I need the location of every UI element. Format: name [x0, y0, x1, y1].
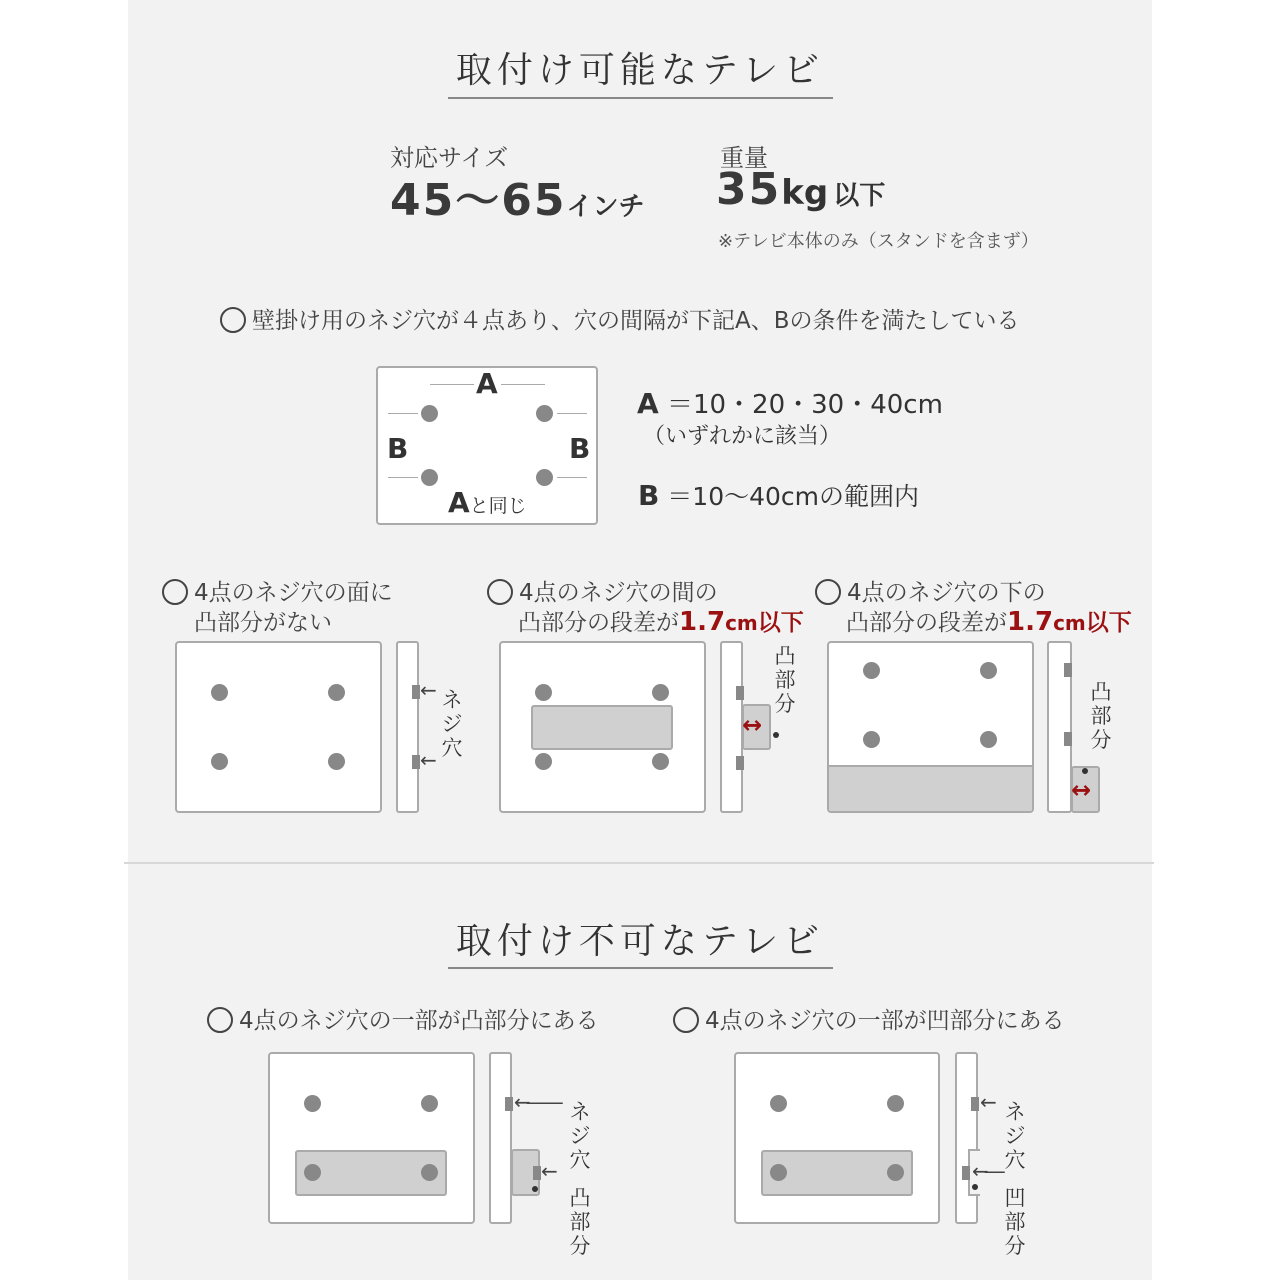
- dimension-line: [388, 477, 418, 478]
- screw-hole-dot: [863, 662, 880, 679]
- dimension-line: [430, 384, 474, 385]
- spec-b: [638, 477, 919, 513]
- screw-hole-dot: [304, 1164, 321, 1181]
- condition-line2: 凸部分の段差が: [518, 610, 679, 636]
- pointer-dot: [532, 1186, 538, 1192]
- spec-a-letter: A: [637, 387, 659, 420]
- pointer-dot: [972, 1184, 978, 1190]
- screw-hole-label: ネジ穴: [569, 1100, 591, 1172]
- label-same-as-a: [448, 486, 527, 519]
- screw-icon: [533, 1166, 541, 1180]
- size-spec: [390, 164, 644, 228]
- screw-hole-dot: [421, 405, 438, 422]
- protrusion-label: 凸部分: [569, 1186, 591, 1258]
- circle-icon: [220, 307, 246, 333]
- screw-hole-dot: [770, 1095, 787, 1112]
- weight-spec: [716, 164, 885, 215]
- screw-icon: [412, 755, 420, 769]
- dimension-line: [501, 384, 545, 385]
- tv-side-recess: [955, 1052, 978, 1224]
- arrow-left-icon: ←: [420, 748, 437, 772]
- screw-icon: [736, 756, 744, 770]
- weight-suffix: 以下: [833, 181, 886, 211]
- tv-back-bottom-protrusion: [827, 641, 1034, 813]
- double-arrow-icon: ↔: [742, 711, 763, 739]
- ng-condition-1: [207, 1002, 599, 1035]
- protrusion-label: 凸部分: [774, 644, 796, 716]
- screw-hole-dot: [536, 405, 553, 422]
- screw-hole-dot: [770, 1164, 787, 1181]
- label-b-right: B: [569, 432, 591, 465]
- weight-label: 重量: [720, 144, 768, 172]
- condition-2: [487, 574, 718, 607]
- section-divider: [124, 862, 1154, 864]
- step-height-value: 1.7: [679, 607, 726, 637]
- screw-hole-dot: [211, 684, 228, 701]
- circle-icon: [162, 579, 188, 605]
- arrow-left-icon: ←: [541, 1159, 558, 1183]
- same-a-suffix: と同じ: [469, 495, 527, 517]
- condition-main: [220, 302, 1020, 335]
- screw-icon: [971, 1097, 979, 1111]
- step-height-suffix: 以下: [757, 610, 804, 636]
- tv-back-hole-in-recess: [734, 1052, 940, 1224]
- protrusion-label: 凸部分: [1090, 680, 1112, 752]
- condition-3-line2: [846, 604, 1132, 637]
- tv-back-flat: [175, 641, 382, 813]
- same-a-letter: A: [448, 486, 470, 519]
- arrow-left-icon: ←―: [972, 1159, 1001, 1183]
- arrow-left-icon: ←: [980, 1090, 997, 1114]
- label-a: A: [476, 367, 498, 400]
- spec-a-note: （いずれかに該当）: [643, 424, 842, 449]
- screw-hole-dot: [211, 753, 228, 770]
- step-height-suffix: 以下: [1085, 610, 1132, 636]
- arrow-left-icon: ←: [420, 678, 437, 702]
- screw-icon: [412, 685, 420, 699]
- screw-hole-dot: [887, 1095, 904, 1112]
- screw-hole-dot: [980, 731, 997, 748]
- dimension-line: [557, 477, 587, 478]
- condition-line2: 凸部分の段差が: [846, 610, 1007, 636]
- circle-icon: [673, 1007, 699, 1033]
- screw-hole-dot: [421, 1095, 438, 1112]
- condition-1: [162, 574, 393, 607]
- protrusion-area: [829, 765, 1032, 811]
- pointer-dot: [1082, 768, 1088, 774]
- spec-a: [637, 384, 943, 421]
- screw-hole-dot: [421, 469, 438, 486]
- weight-unit: kg: [781, 173, 829, 213]
- screw-hole-dot: [536, 469, 553, 486]
- condition-line1: 4点のネジ穴の下の: [847, 580, 1046, 606]
- size-label: 対応サイズ: [390, 144, 509, 172]
- circle-icon: [207, 1007, 233, 1033]
- condition-1-line2: 凸部分がない: [194, 610, 332, 636]
- tv-side-flat: [396, 641, 419, 813]
- screw-hole-dot: [535, 684, 552, 701]
- screw-icon: [962, 1166, 970, 1180]
- title-underline: [448, 97, 833, 99]
- spec-b-letter: B: [638, 479, 660, 512]
- step-height-unit: cm: [1053, 611, 1086, 635]
- protrusion-area: [531, 705, 673, 750]
- screw-hole-dot: [304, 1095, 321, 1112]
- dimension-line: [557, 413, 587, 414]
- condition-2-line2: [518, 604, 804, 637]
- screw-hole-dot: [421, 1164, 438, 1181]
- screw-hole-dot: [652, 684, 669, 701]
- condition-3: [815, 574, 1046, 607]
- title-underline: [448, 967, 833, 969]
- screw-hole-dot: [887, 1164, 904, 1181]
- condition-line1: 4点のネジ穴の間の: [519, 580, 718, 606]
- ng-condition-text: 4点のネジ穴の一部が凹部分にある: [705, 1008, 1065, 1034]
- weight-note: ※テレビ本体のみ（スタンドを含まず）: [718, 231, 1039, 252]
- circle-icon: [815, 579, 841, 605]
- circle-icon: [487, 579, 513, 605]
- section-title-incompatible: 取付け不可なテレビ: [455, 921, 825, 962]
- screw-hole-label: ネジ穴: [441, 688, 463, 760]
- condition-main-text: 壁掛け用のネジ穴が４点あり、穴の間隔が下記A、Bの条件を満たしている: [252, 308, 1020, 334]
- screw-hole-dot: [652, 753, 669, 770]
- tv-side-protrusion: [489, 1052, 512, 1224]
- weight-value: 35: [716, 164, 782, 215]
- pointer-dot: [773, 732, 779, 738]
- spec-a-value: ＝10・20・30・40cm: [666, 390, 943, 420]
- arrow-left-icon: ←――: [514, 1090, 559, 1114]
- screw-hole-dot: [863, 731, 880, 748]
- screw-hole-label: ネジ穴: [1004, 1100, 1026, 1172]
- label-b-left: B: [387, 432, 409, 465]
- screw-icon: [1064, 663, 1072, 677]
- screw-hole-dot: [328, 753, 345, 770]
- screw-icon: [1064, 732, 1072, 746]
- size-unit: インチ: [566, 192, 645, 222]
- size-value: 45～65: [390, 175, 567, 226]
- condition-line1: 4点のネジ穴の面に: [194, 580, 393, 606]
- tv-back-hole-on-protrusion: [268, 1052, 475, 1224]
- double-arrow-icon: ↔: [1071, 776, 1092, 804]
- spec-b-value: ＝10～40cmの範囲内: [667, 482, 920, 511]
- step-height-value: 1.7: [1007, 607, 1054, 637]
- step-height-unit: cm: [725, 611, 758, 635]
- screw-hole-dot: [328, 684, 345, 701]
- screw-icon: [736, 686, 744, 700]
- section-title-compatible: 取付け可能なテレビ: [455, 50, 825, 91]
- dimension-line: [388, 413, 418, 414]
- tv-side-middle: [720, 641, 743, 813]
- screw-hole-dot: [980, 662, 997, 679]
- screw-icon: [505, 1097, 513, 1111]
- recess-label: 凹部分: [1004, 1186, 1026, 1258]
- ng-condition-text: 4点のネジ穴の一部が凸部分にある: [239, 1008, 599, 1034]
- ng-condition-2: [673, 1002, 1065, 1035]
- screw-hole-dot: [535, 753, 552, 770]
